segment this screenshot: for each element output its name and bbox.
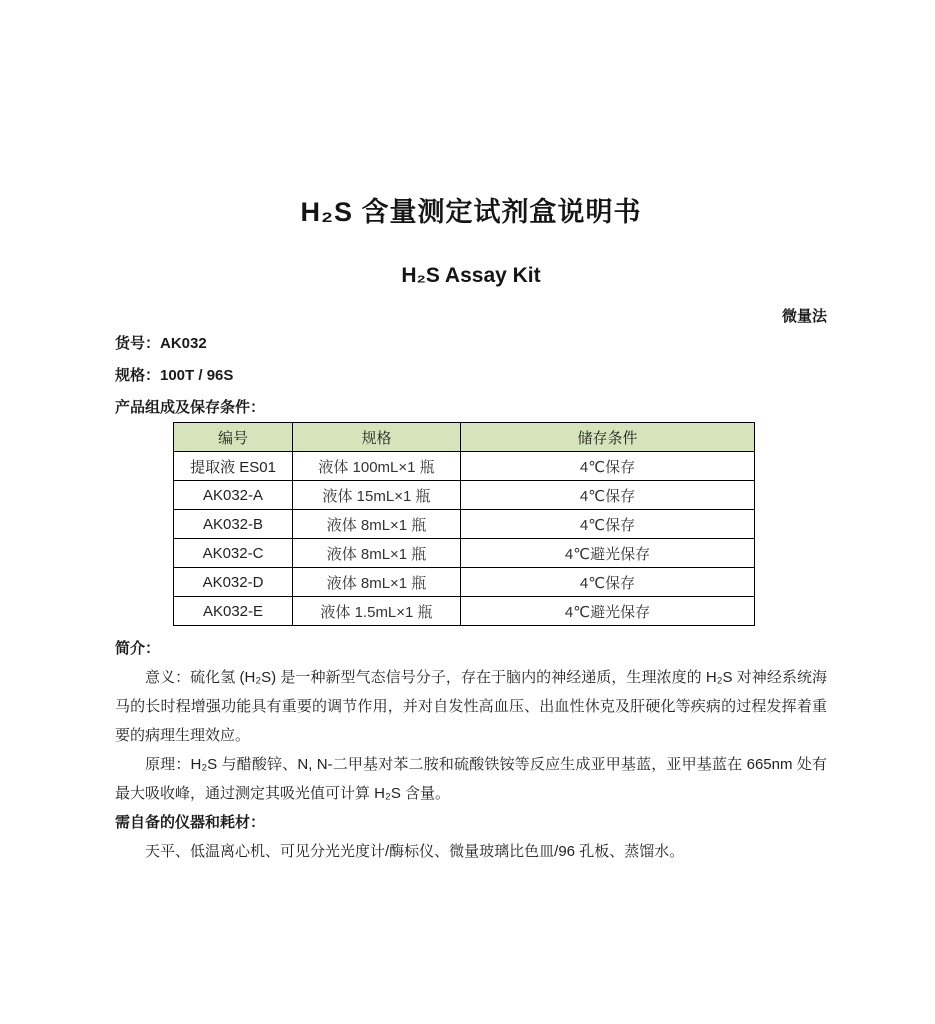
introduction-section	[115, 634, 827, 866]
page-content	[115, 0, 827, 866]
cell-component-id: AK032-E	[174, 597, 293, 626]
cell-component-spec: 液体 100mL×1 瓶	[293, 452, 461, 481]
page-title: H₂S 含量测定试剂盒说明书	[300, 197, 642, 227]
principle-paragraph: 原理：H₂S 与醋酸锌、N, N-二甲基对苯二胺和硫酸铁铵等反应生成亚甲基蓝，亚甲基蓝在 665nm 处有最大吸收峰，通过测定其吸光值可计算 H₂S 含量。	[115, 756, 827, 802]
cell-component-spec: 液体 1.5mL×1 瓶	[293, 597, 461, 626]
cell-component-id: AK032-B	[174, 510, 293, 539]
cell-component-storage: 4℃避光保存	[461, 597, 755, 626]
cell-component-storage: 4℃保存	[461, 510, 755, 539]
cell-component-storage: 4℃保存	[461, 481, 755, 510]
column-header-storage: 储存条件	[461, 423, 755, 452]
cell-component-id: AK032-A	[174, 481, 293, 510]
cell-component-id: AK032-D	[174, 568, 293, 597]
cell-component-storage: 4℃保存	[461, 568, 755, 597]
cell-component-spec: 液体 8mL×1 瓶	[293, 539, 461, 568]
cell-component-storage: 4℃保存	[461, 452, 755, 481]
components-heading: 产品组成及保存条件：	[115, 399, 266, 416]
cell-component-storage: 4℃避光保存	[461, 539, 755, 568]
intro-heading: 简介：	[115, 640, 161, 657]
page-subtitle: H₂S Assay Kit	[401, 264, 541, 287]
cell-component-spec: 液体 8mL×1 瓶	[293, 510, 461, 539]
table-row	[174, 568, 755, 597]
catalog-number-line: 货号：AK032	[115, 335, 207, 352]
column-header-id: 编号	[174, 423, 293, 452]
equipment-heading: 需自备的仪器和耗材：	[115, 814, 266, 831]
components-table	[173, 422, 755, 626]
spec-line: 规格：100T / 96S	[115, 367, 234, 384]
table-row	[174, 597, 755, 626]
equipment-list: 天平、低温离心机、可见分光光度计/酶标仪、微量玻璃比色皿/96 孔板、蒸馏水。	[145, 843, 685, 860]
method-label: 微量法	[781, 308, 827, 325]
table-row	[174, 539, 755, 568]
cell-component-spec: 液体 8mL×1 瓶	[293, 568, 461, 597]
table-row	[174, 481, 755, 510]
significance-paragraph: 意义：硫化氢 (H₂S) 是一种新型气态信号分子，存在于脑内的神经递质，生理浓度的 H₂S 对神经系统海马的长时程增强功能具有重要的调节作用，并对自发性高血压、出血性休克及肝硬化等疾病的过程发挥着重要的病理生理效应。	[115, 669, 827, 744]
table-row	[174, 510, 755, 539]
table-header-row	[174, 423, 755, 452]
cell-component-id: AK032-C	[174, 539, 293, 568]
cell-component-id: 提取液 ES01	[174, 452, 293, 481]
cell-component-spec: 液体 15mL×1 瓶	[293, 481, 461, 510]
table-row	[174, 452, 755, 481]
column-header-spec: 规格	[293, 423, 461, 452]
